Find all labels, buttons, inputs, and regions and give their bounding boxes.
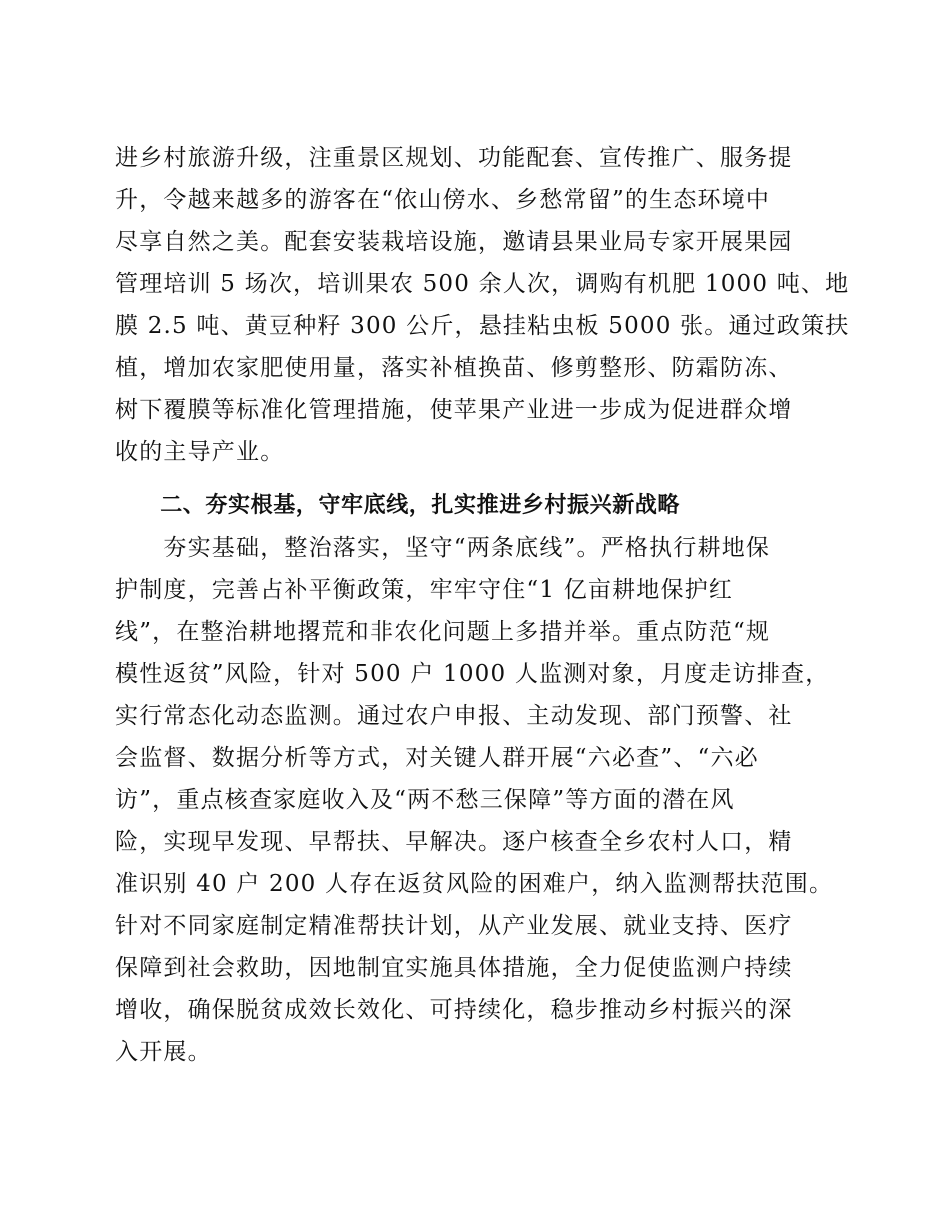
body-text-line: 针对不同家庭制定精准帮扶计划，从产业发展、就业支持、医疗 — [115, 913, 793, 939]
section-heading: 二、夯实根基，守牢底线，扎实推进乡村振兴新战略 — [115, 493, 681, 518]
body-text-line: 访”，重点核查家庭收入及“两不愁三保障”等方面的潜在风 — [115, 787, 735, 813]
body-text-line: 夯实基础，整治落实，坚守“两条底线”。严格执行耕地保 — [115, 535, 771, 561]
body-text-line: 树下覆膜等标准化管理措施，使苹果产业进一步成为促进群众增 — [115, 397, 793, 423]
body-text-line: 增收，确保脱贫成效长效化、可持续化，稳步推动乡村振兴的深 — [115, 997, 793, 1023]
body-text-line: 护制度，完善占补平衡政策，牢牢守住“1 亿亩耕地保护红 — [115, 577, 734, 603]
body-text-line: 升，令越来越多的游客在“依山傍水、乡愁常留”的生态环境中 — [115, 187, 771, 213]
body-text-line: 进乡村旅游升级，注重景区规划、功能配套、宣传推广、服务提 — [115, 145, 793, 171]
body-text-line: 实行常态化动态监测。通过农户申报、主动发现、部门预警、社 — [115, 703, 793, 729]
body-text-line: 险，实现早发现、早帮扶、早解决。逐户核查全乡农村人口，精 — [115, 829, 793, 855]
body-text-line: 植，增加农家肥使用量，落实补植换苗、修剪整形、防霜防冻、 — [115, 355, 793, 381]
body-text-line: 会监督、数据分析等方式，对关键人群开展“六必查”、“六必 — [115, 745, 759, 771]
body-text-line: 管理培训 5 场次，培训果农 500 余人次，调购有机肥 1000 吨、地 — [115, 271, 850, 297]
body-text-line: 膜 2.5 吨、黄豆种籽 300 公斤，悬挂粘虫板 5000 张。通过政策扶 — [115, 313, 850, 339]
body-text-line: 准识别 40 户 200 人存在返贫风险的困难户，纳入监测帮扶范围。 — [115, 871, 834, 897]
body-text-line: 收的主导产业。 — [115, 439, 285, 465]
body-text-line: 线”，在整治耕地撂荒和非农化问题上多措并举。重点防范“规 — [115, 619, 771, 645]
body-text-line: 保障到社会救助，因地制宜实施具体措施，全力促使监测户持续 — [115, 955, 793, 981]
body-text-line: 尽享自然之美。配套安装栽培设施，邀请县果业局专家开展果园 — [115, 229, 793, 255]
body-text-line: 入开展。 — [115, 1039, 212, 1065]
body-text-line: 模性返贫”风险，针对 500 户 1000 人监测对象，月度走访排查， — [115, 661, 830, 687]
